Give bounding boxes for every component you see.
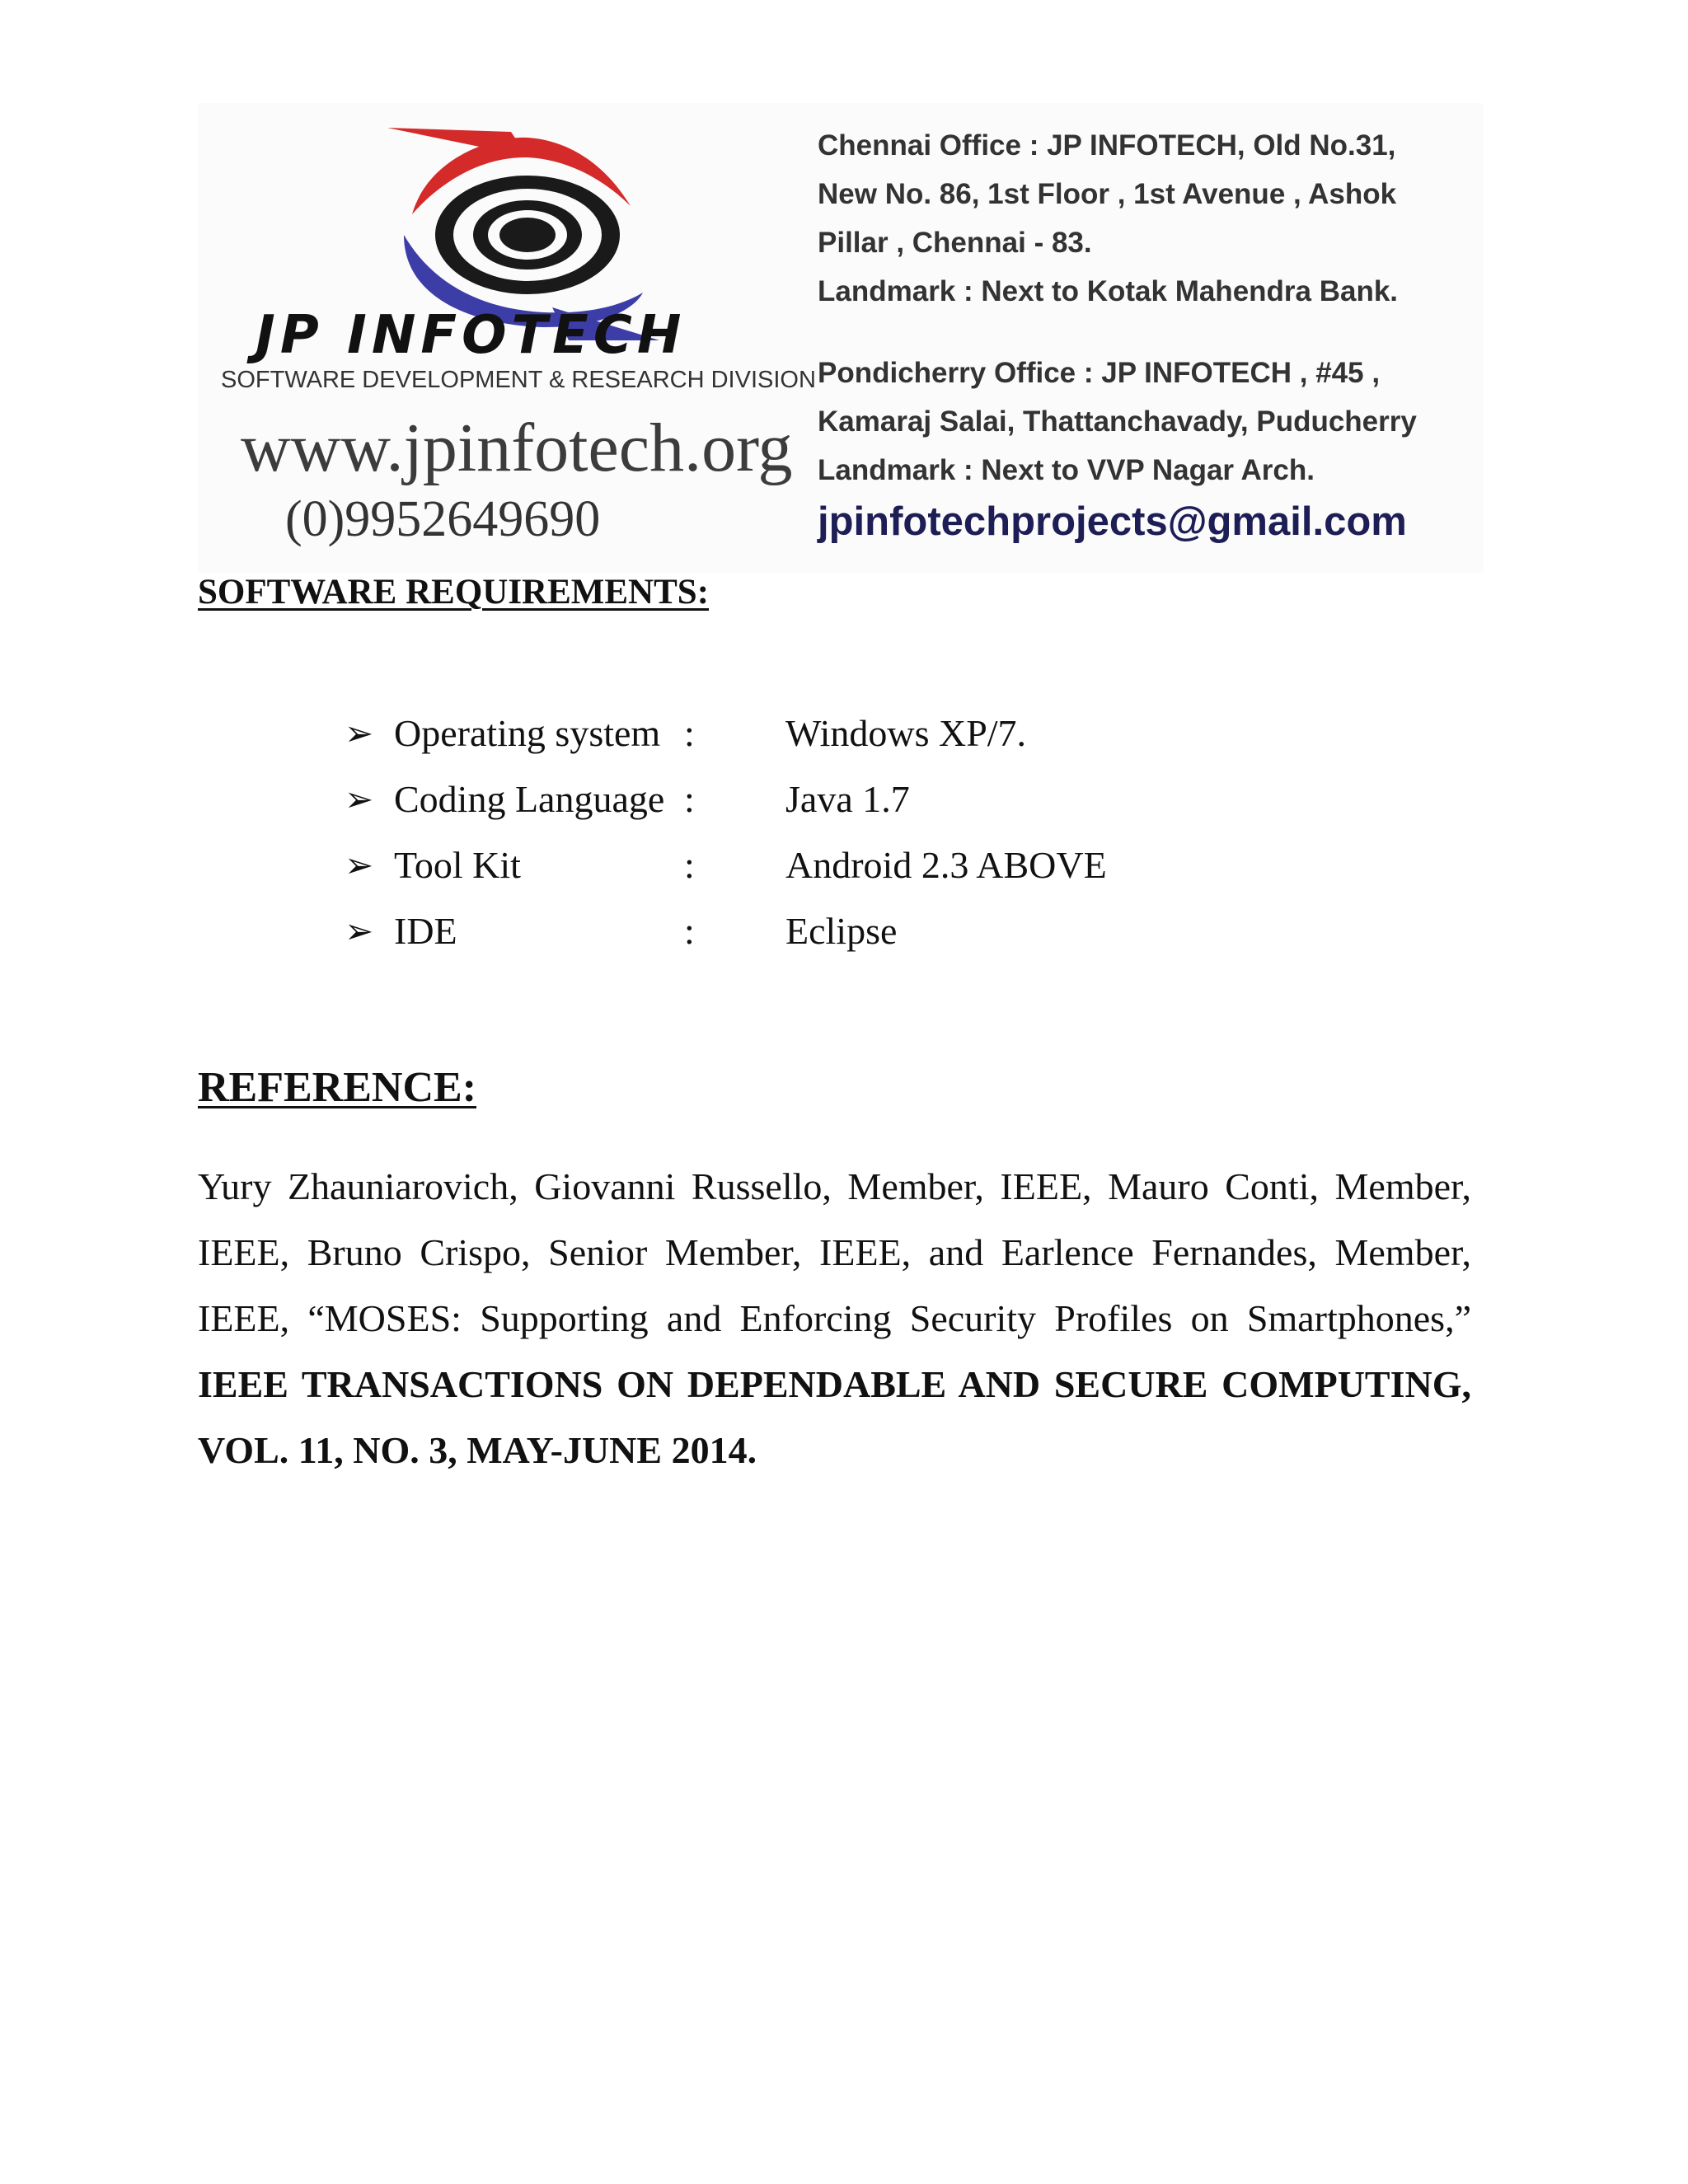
- red-arrow-tail-icon: [387, 128, 528, 157]
- requirement-label: Operating system: [394, 712, 661, 754]
- website-url: www.jpinfotech.org: [241, 410, 793, 486]
- chennai-address-line: Landmark : Next to Kotak Mahendra Bank.: [818, 275, 1399, 307]
- requirement-label: Tool Kit: [394, 844, 521, 886]
- requirement-colon: :: [684, 712, 695, 754]
- requirement-item: [345, 701, 1251, 766]
- chennai-address-line: New No. 86, 1st Floor , 1st Avenue , Ashok: [818, 178, 1397, 210]
- requirement-label: IDE: [394, 910, 457, 952]
- arrow-bullet-icon: ➢: [345, 779, 374, 819]
- arrow-bullet-icon: ➢: [345, 911, 374, 951]
- requirement-colon: :: [684, 844, 695, 886]
- requirement-item: [345, 898, 1251, 964]
- requirement-colon: :: [684, 778, 695, 820]
- arrow-bullet-icon: ➢: [345, 713, 374, 753]
- pondicherry-address-line: Pondicherry Office : JP INFOTECH , #45 ,: [818, 357, 1381, 389]
- pondicherry-address-line: Kamaraj Salai, Thattanchavady, Puducherry: [818, 405, 1417, 438]
- letterhead-banner: [198, 103, 1484, 573]
- software-requirements-list: [345, 701, 1251, 964]
- requirement-value: Java 1.7: [785, 778, 910, 820]
- contact-email: jpinfotechprojects@gmail.com: [818, 499, 1407, 544]
- chennai-address-line: Pillar , Chennai - 83.: [818, 227, 1092, 259]
- requirement-value: Android 2.3 ABOVE: [785, 844, 1107, 886]
- citation-authors-title: Yury Zhauniarovich, Giovanni Russello, Member, IEEE, Mauro Conti, Member, IEEE, Bruno Crispo, Senior Member, IEEE, and Earlence Fernandes, Member, IEEE, “MOSES: Supporting and Enforcing Security Profiles on Smartphones,”: [198, 1165, 1471, 1339]
- arrow-bullet-icon: ➢: [345, 845, 374, 885]
- address-gap: [818, 316, 1484, 349]
- chennai-address-line: Chennai Office : JP INFOTECH, Old No.31,: [818, 129, 1396, 162]
- software-requirements-heading: SOFTWARE REQUIREMENTS:: [198, 573, 710, 612]
- company-logo-area: [198, 103, 816, 573]
- brand-name: JP INFOTECH: [256, 305, 687, 366]
- requirement-label: Coding Language: [394, 778, 665, 820]
- reference-heading: REFERENCE:: [198, 1064, 477, 1111]
- requirement-item: [345, 832, 1251, 898]
- requirement-value: Eclipse: [785, 910, 898, 952]
- office-addresses: [818, 121, 1484, 494]
- reference-citation: [198, 1154, 1471, 1483]
- citation-journal: IEEE TRANSACTIONS ON DEPENDABLE AND SECURE COMPUTING, VOL. 11, NO. 3, MAY-JUNE 2014.: [198, 1363, 1471, 1471]
- division-tagline: SOFTWARE DEVELOPMENT & RESEARCH DIVISION: [221, 367, 816, 393]
- requirement-item: [345, 766, 1251, 832]
- requirement-value: Windows XP/7.: [785, 712, 1027, 754]
- phone-number: (0)9952649690: [285, 491, 601, 547]
- eye-pupil-icon: [499, 218, 556, 252]
- pondicherry-address-line: Landmark : Next to VVP Nagar Arch.: [818, 454, 1315, 486]
- requirement-colon: :: [684, 910, 695, 952]
